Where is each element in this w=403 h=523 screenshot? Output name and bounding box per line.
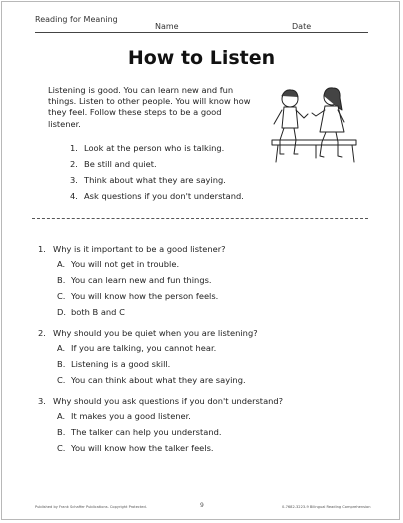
list-item — [70, 175, 244, 191]
steps-list — [70, 143, 244, 207]
step-text: Look at the person who is talking. — [84, 143, 225, 153]
answer-text: The talker can help you understand. — [71, 427, 222, 437]
step-text: Be still and quiet. — [84, 159, 157, 169]
footer-book-info: 0-7682-3223-9 Bilingual Reading Comprehension — [282, 505, 371, 509]
answer-option[interactable] — [38, 291, 283, 307]
answer-letter: C. — [57, 291, 66, 301]
step-number: 3. — [70, 175, 78, 185]
answer-text: You can think about what they are saying. — [71, 375, 246, 385]
name-field[interactable] — [155, 22, 179, 31]
answer-option[interactable] — [38, 427, 283, 443]
answer-letter: A. — [57, 343, 66, 353]
answer-text: You will know how the person feels. — [71, 291, 219, 301]
date-label: Date — [292, 22, 312, 31]
answer-option[interactable] — [38, 343, 283, 359]
answer-text: You will know how the talker feels. — [71, 443, 214, 453]
answer-option[interactable] — [38, 411, 283, 427]
answer-letter: C. — [57, 443, 66, 453]
footer-publisher: Published by Frank Schaffer Publications. Copyright Protected. — [35, 505, 147, 509]
answer-letter: A. — [57, 259, 66, 269]
answer-letter: D. — [57, 307, 67, 317]
question-3 — [38, 396, 283, 411]
question-text: Why should you be quiet when you are listening? — [53, 328, 258, 338]
answer-text: both B and C — [71, 307, 125, 317]
page-number: 9 — [200, 502, 204, 509]
question-number: 3. — [38, 396, 46, 406]
answer-option[interactable] — [38, 443, 283, 459]
answer-letter: B. — [57, 427, 66, 437]
answer-option[interactable] — [38, 307, 283, 323]
step-number: 2. — [70, 159, 78, 169]
subject-label: Reading for Meaning — [35, 15, 118, 24]
answer-letter: B. — [57, 275, 66, 285]
answer-text: You can learn new and fun things. — [71, 275, 212, 285]
answer-letter: C. — [57, 375, 66, 385]
list-item — [70, 159, 244, 175]
answer-option[interactable] — [38, 275, 283, 291]
step-text: Think about what they are saying. — [84, 175, 226, 185]
children-talking-illustration — [258, 80, 363, 170]
answer-option[interactable] — [38, 259, 283, 275]
answer-text: If you are talking, you cannot hear. — [71, 343, 217, 353]
name-label: Name — [155, 22, 179, 31]
question-text: Why is it important to be a good listener? — [53, 244, 226, 254]
answer-text: Listening is a good skill. — [71, 359, 171, 369]
page-title: How to Listen — [127, 47, 276, 69]
date-field[interactable] — [292, 22, 311, 31]
answer-letter: B. — [57, 359, 66, 369]
intro-paragraph: Listening is good. You can learn new and fun things. Listen to other people. You will know how they feel. Follow these steps to be a good listener. — [48, 85, 251, 129]
step-number: 4. — [70, 191, 78, 201]
answer-text: It makes you a good listener. — [71, 411, 191, 421]
questions-section — [38, 244, 283, 459]
question-number: 2. — [38, 328, 46, 338]
list-item — [70, 191, 244, 207]
answer-text: You will not get in trouble. — [71, 259, 180, 269]
question-2 — [38, 328, 283, 343]
answer-option[interactable] — [38, 375, 283, 391]
answer-option[interactable] — [38, 359, 283, 375]
dashed-divider — [32, 218, 368, 219]
answer-letter: A. — [57, 411, 66, 421]
step-text: Ask questions if you don't understand. — [84, 191, 244, 201]
question-1 — [38, 244, 283, 259]
question-text: Why should you ask questions if you don't understand? — [53, 396, 284, 406]
list-item — [70, 143, 244, 159]
header-rule — [35, 32, 368, 33]
step-number: 1. — [70, 143, 78, 153]
question-number: 1. — [38, 244, 46, 254]
